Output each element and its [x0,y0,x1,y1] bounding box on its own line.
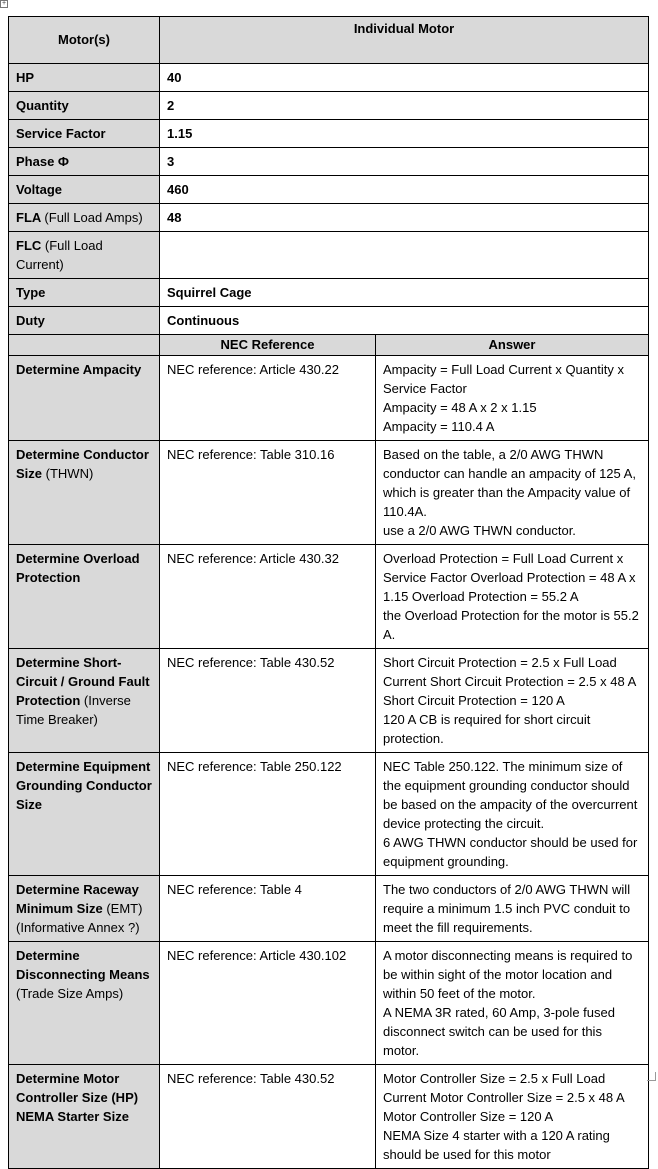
calculation-label: Determine Overload Protection [16,551,140,585]
spec-label-cell [9,92,160,120]
spec-label: Duty [16,313,45,328]
calculation-label: Determine Ampacity [16,362,142,377]
spec-row [9,279,649,307]
page-corner-mark [647,1072,656,1081]
spec-row [9,120,649,148]
spec-value-cell: 1.15 [160,120,649,148]
spec-label-cell [9,232,160,279]
calculation-row [9,876,649,942]
answer-line: Ampacity = 110.4 A [383,419,495,434]
reference-header-row [9,335,649,356]
answer-cell [376,942,649,1065]
answer-line: the Overload Protection for the motor is 55.2 A. [383,608,639,642]
calculation-label: Determine Motor Controller Size (HP) NEMA Starter Size [16,1071,139,1124]
spec-label-cell [9,148,160,176]
spec-row [9,64,649,92]
spec-label: HP [16,70,35,85]
calculation-row [9,545,649,649]
answer-line: 120 A CB is required for short circuit protection. [383,712,591,746]
calculation-label: Determine Conductor Size [16,447,149,481]
answer-header-cell: Answer [376,335,649,356]
answer-cell [376,876,649,942]
spec-row [9,307,649,335]
answer-line: Short Circuit Protection = 2.5 x Full Load Current Short Circuit Protection = 2.5 x 48 A Short Circuit Protection = 120 A [383,655,636,708]
calculation-label-cell [9,753,160,876]
calculation-label-cell [9,649,160,753]
answer-line: Motor Controller Size = 2.5 x Full Load Current Motor Controller Size = 2.5 x 48 A Motor Controller Size = 120 A [383,1071,624,1124]
spec-label: Type [16,285,46,300]
spec-label-note: (Full Load Current) [16,238,103,272]
spec-label-cell [9,120,160,148]
nec-reference-cell: NEC reference: Article 430.22 [160,356,376,441]
table-header-row [9,17,649,64]
spec-label-note: (Full Load Amps) [44,210,143,225]
calculation-row [9,942,649,1065]
spec-value-cell: Continuous [160,307,649,335]
calculation-label-cell [9,1065,160,1169]
spec-value-cell: 3 [160,148,649,176]
calculation-row [9,441,649,545]
answer-cell [376,441,649,545]
nec-reference-cell: NEC reference: Table 310.16 [160,441,376,545]
answer-line: Overload Protection = Full Load Current x Service Factor Overload Protection = 48 A x 1.15 Overload Protection = 55.2 A [383,551,636,604]
spec-label-cell [9,176,160,204]
spec-label-cell [9,279,160,307]
calculation-label-cell [9,545,160,649]
calculation-label: Determine Raceway Minimum Size [16,882,139,916]
spec-value-cell: 48 [160,204,649,232]
motor-calculation-table [8,16,649,1169]
nec-reference-cell: NEC reference: Table 4 [160,876,376,942]
nec-reference-cell: NEC reference: Table 430.52 [160,649,376,753]
calculation-label: Determine Short-Circuit / Ground Fault Protection [16,655,150,708]
spec-label-cell [9,64,160,92]
calculation-label-note: (EMT) (Informative Annex ?) [16,901,143,935]
answer-line: Ampacity = Full Load Current x Quantity x Service Factor [383,362,624,396]
calculation-row [9,753,649,876]
spec-value-cell: 2 [160,92,649,120]
nec-reference-header-cell: NEC Reference [160,335,376,356]
calculation-label-cell [9,441,160,545]
answer-cell [376,356,649,441]
calculation-label-cell [9,942,160,1065]
spec-value-cell [160,232,649,279]
nec-reference-cell: NEC reference: Table 430.52 [160,1065,376,1169]
calculation-label: Determine Disconnecting Means [16,948,150,982]
spec-label: Service Factor [16,126,106,141]
spec-label: Voltage [16,182,62,197]
answer-line: use a 2/0 AWG THWN conductor. [383,523,576,538]
spec-label-cell [9,204,160,232]
answer-line: The two conductors of 2/0 AWG THWN will require a minimum 1.5 inch PVC conduit to meet the fill requirements. [383,882,631,935]
calculation-label-cell [9,876,160,942]
answer-cell [376,753,649,876]
calculation-label-note: (Inverse Time Breaker) [16,693,131,727]
calculation-label-cell [9,356,160,441]
table-move-handle-icon[interactable]: + [1,0,7,7]
calculation-row [9,1065,649,1169]
spec-row [9,176,649,204]
spec-label: Phase Ф [16,154,70,169]
calculation-row [9,649,649,753]
answer-line: A NEMA 3R rated, 60 Amp, 3-pole fused disconnect switch can be used for this motor. [383,1005,615,1058]
nec-reference-cell: NEC reference: Table 250.122 [160,753,376,876]
answer-line: 6 AWG THWN conductor should be used for equipment grounding. [383,835,638,869]
spec-label-cell [9,307,160,335]
calculation-label-note: (THWN) [45,466,94,481]
calculation-row [9,356,649,441]
spec-label: Quantity [16,98,69,113]
nec-reference-cell: NEC reference: Article 430.102 [160,942,376,1065]
answer-cell [376,1065,649,1169]
calculation-label-note: (Trade Size Amps) [16,986,124,1001]
answer-cell [376,649,649,753]
individual-motor-header-cell: Individual Motor [160,17,649,64]
answer-line: NEMA Size 4 starter with a 120 A rating should be used for this motor [383,1128,610,1162]
spec-label: FLC [16,238,42,253]
spec-row [9,232,649,279]
spec-value-cell: Squirrel Cage [160,279,649,307]
answer-line: NEC Table 250.122. The minimum size of the equipment grounding conductor should be based on the ampacity of the overcurrent device protecting the circuit. [383,759,638,831]
answer-line: Ampacity = 48 A x 2 x 1.15 [383,400,537,415]
reference-header-blank-cell [9,335,160,356]
motors-header-cell: Motor(s) [9,17,160,64]
calculation-rows [9,356,649,1169]
calculation-label: Determine Equipment Grounding Conductor Size [16,759,152,812]
answer-cell [376,545,649,649]
nec-reference-cell: NEC reference: Article 430.32 [160,545,376,649]
spec-value-cell: 460 [160,176,649,204]
spec-row [9,204,649,232]
spec-label: FLA [16,210,41,225]
spec-row [9,92,649,120]
answer-line: A motor disconnecting means is required to be within sight of the motor location and within 50 feet of the motor. [383,948,633,1001]
spec-row [9,148,649,176]
spec-value-cell: 40 [160,64,649,92]
spec-rows [9,64,649,335]
answer-line: Based on the table, a 2/0 AWG THWN conductor can handle an ampacity of 125 A, which is greater than the Ampacity value of 110.4A. [383,447,636,519]
